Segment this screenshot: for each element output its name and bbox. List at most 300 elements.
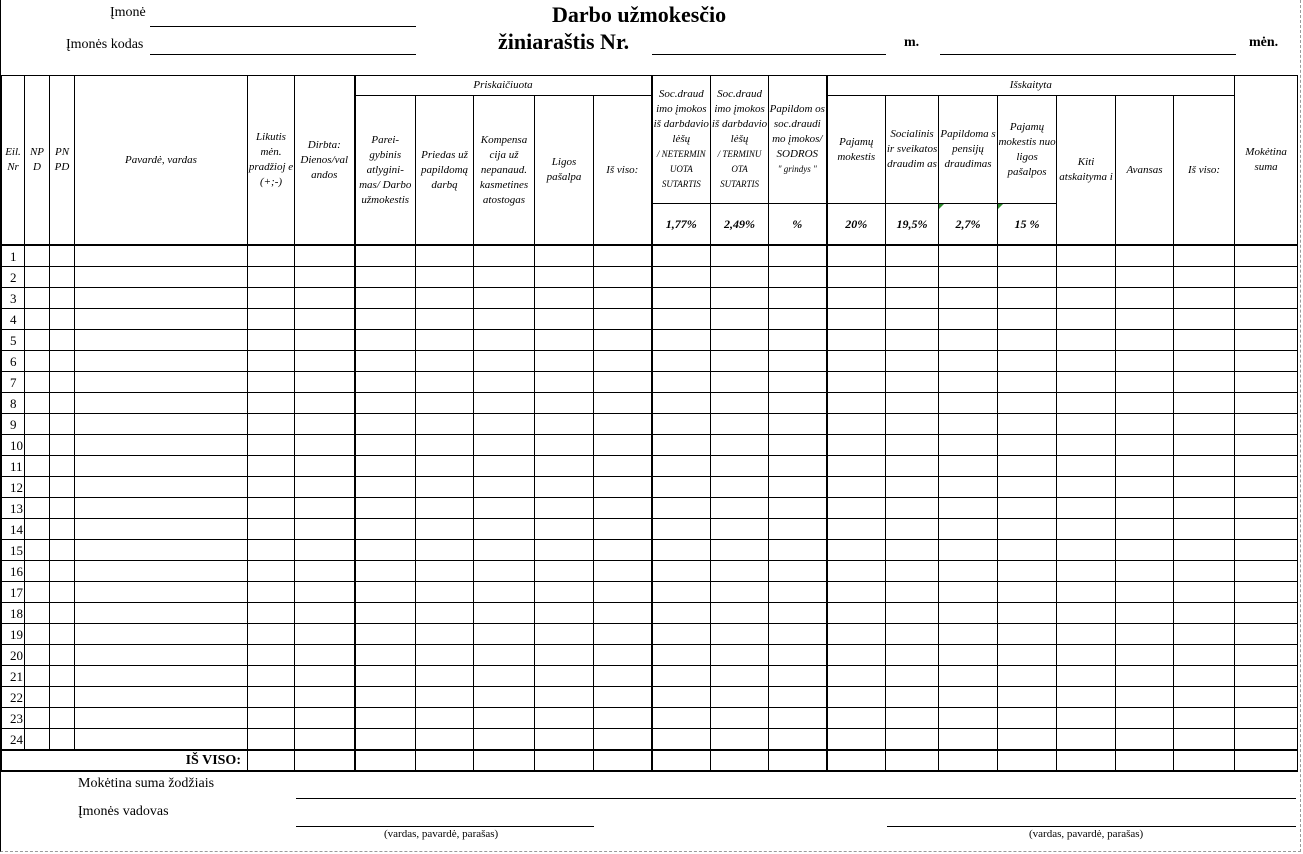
table-cell[interactable] — [1116, 561, 1174, 582]
table-cell[interactable] — [652, 582, 711, 603]
table-cell[interactable] — [248, 561, 295, 582]
table-cell[interactable] — [939, 561, 998, 582]
table-cell[interactable] — [25, 729, 50, 751]
table-cell[interactable] — [75, 624, 248, 645]
month-field[interactable] — [940, 54, 1236, 55]
table-cell[interactable] — [248, 245, 295, 267]
table-cell[interactable] — [711, 309, 769, 330]
table-cell[interactable] — [295, 351, 355, 372]
table-cell[interactable] — [652, 519, 711, 540]
table-cell[interactable] — [50, 624, 75, 645]
table-cell[interactable] — [295, 561, 355, 582]
table-cell[interactable] — [50, 687, 75, 708]
table-cell[interactable] — [711, 456, 769, 477]
table-cell[interactable] — [769, 288, 827, 309]
table-cell[interactable] — [1057, 519, 1116, 540]
table-cell[interactable] — [416, 498, 474, 519]
table-cell[interactable] — [1174, 603, 1235, 624]
table-cell[interactable] — [998, 456, 1057, 477]
table-cell[interactable] — [535, 372, 594, 393]
table-cell[interactable] — [1235, 351, 1298, 372]
table-cell[interactable] — [886, 708, 939, 729]
table-cell[interactable] — [355, 435, 416, 456]
table-cell[interactable] — [711, 330, 769, 351]
table-cell[interactable] — [998, 245, 1057, 267]
table-cell[interactable] — [1116, 267, 1174, 288]
table-cell[interactable] — [1057, 393, 1116, 414]
total-cell[interactable] — [939, 750, 998, 771]
table-cell[interactable] — [248, 624, 295, 645]
table-cell[interactable] — [594, 435, 652, 456]
manager-signature-field[interactable] — [296, 826, 594, 827]
table-cell[interactable] — [769, 729, 827, 751]
table-cell[interactable] — [474, 267, 535, 288]
table-cell[interactable] — [295, 456, 355, 477]
table-cell[interactable] — [50, 330, 75, 351]
table-cell[interactable] — [1116, 456, 1174, 477]
table-cell[interactable] — [535, 624, 594, 645]
table-cell[interactable] — [295, 477, 355, 498]
table-cell[interactable] — [1235, 245, 1298, 267]
table-cell[interactable] — [886, 645, 939, 666]
table-cell[interactable] — [1116, 582, 1174, 603]
table-cell[interactable] — [769, 245, 827, 267]
table-cell[interactable] — [1235, 666, 1298, 687]
table-cell[interactable] — [248, 498, 295, 519]
table-cell[interactable] — [711, 582, 769, 603]
total-cell[interactable] — [594, 750, 652, 771]
table-cell[interactable] — [998, 372, 1057, 393]
table-cell[interactable] — [827, 498, 886, 519]
table-cell[interactable] — [1174, 267, 1235, 288]
table-cell[interactable] — [1174, 687, 1235, 708]
table-cell[interactable] — [248, 708, 295, 729]
table-cell[interactable] — [769, 309, 827, 330]
table-cell[interactable] — [416, 603, 474, 624]
table-cell[interactable] — [50, 372, 75, 393]
table-cell[interactable] — [248, 456, 295, 477]
table-cell[interactable] — [769, 582, 827, 603]
table-cell[interactable] — [1116, 330, 1174, 351]
table-cell[interactable] — [1116, 372, 1174, 393]
table-cell[interactable] — [652, 351, 711, 372]
table-cell[interactable] — [769, 498, 827, 519]
table-cell[interactable] — [75, 456, 248, 477]
table-cell[interactable] — [769, 708, 827, 729]
table-cell[interactable] — [886, 435, 939, 456]
table-cell[interactable] — [75, 330, 248, 351]
table-cell[interactable] — [711, 372, 769, 393]
table-cell[interactable] — [1116, 687, 1174, 708]
table-cell[interactable] — [594, 414, 652, 435]
table-cell[interactable] — [827, 372, 886, 393]
table-cell[interactable] — [1057, 687, 1116, 708]
table-cell[interactable] — [769, 666, 827, 687]
table-cell[interactable] — [652, 372, 711, 393]
table-cell[interactable] — [939, 729, 998, 751]
table-cell[interactable] — [1116, 393, 1174, 414]
table-cell[interactable] — [75, 519, 248, 540]
table-cell[interactable] — [25, 624, 50, 645]
table-cell[interactable] — [594, 330, 652, 351]
table-cell[interactable] — [355, 267, 416, 288]
table-cell[interactable] — [1057, 288, 1116, 309]
table-cell[interactable] — [248, 540, 295, 561]
table-cell[interactable] — [711, 645, 769, 666]
table-cell[interactable] — [535, 561, 594, 582]
table-cell[interactable] — [769, 687, 827, 708]
table-cell[interactable] — [295, 309, 355, 330]
table-cell[interactable] — [535, 393, 594, 414]
table-cell[interactable] — [1116, 435, 1174, 456]
table-cell[interactable] — [886, 519, 939, 540]
table-cell[interactable] — [939, 414, 998, 435]
table-cell[interactable] — [827, 519, 886, 540]
table-cell[interactable] — [827, 267, 886, 288]
table-cell[interactable] — [1174, 414, 1235, 435]
table-cell[interactable] — [25, 330, 50, 351]
table-cell[interactable] — [1057, 309, 1116, 330]
table-cell[interactable] — [998, 393, 1057, 414]
table-cell[interactable] — [474, 456, 535, 477]
table-cell[interactable] — [1116, 624, 1174, 645]
table-cell[interactable] — [474, 624, 535, 645]
table-cell[interactable] — [939, 624, 998, 645]
table-cell[interactable] — [998, 351, 1057, 372]
table-cell[interactable] — [1116, 309, 1174, 330]
table-cell[interactable] — [295, 582, 355, 603]
table-cell[interactable] — [50, 414, 75, 435]
table-cell[interactable] — [355, 603, 416, 624]
table-cell[interactable] — [594, 288, 652, 309]
table-cell[interactable] — [886, 456, 939, 477]
table-cell[interactable] — [1235, 288, 1298, 309]
table-cell[interactable] — [652, 645, 711, 666]
table-cell[interactable] — [474, 498, 535, 519]
table-cell[interactable] — [1235, 561, 1298, 582]
table-cell[interactable] — [416, 393, 474, 414]
table-cell[interactable] — [50, 288, 75, 309]
table-cell[interactable] — [1057, 435, 1116, 456]
table-cell[interactable] — [75, 309, 248, 330]
table-cell[interactable] — [75, 372, 248, 393]
table-cell[interactable] — [652, 245, 711, 267]
table-cell[interactable] — [295, 435, 355, 456]
table-cell[interactable] — [1174, 330, 1235, 351]
table-cell[interactable] — [25, 435, 50, 456]
table-cell[interactable] — [474, 729, 535, 751]
table-cell[interactable] — [886, 414, 939, 435]
table-cell[interactable] — [474, 708, 535, 729]
table-cell[interactable] — [25, 582, 50, 603]
table-cell[interactable] — [711, 393, 769, 414]
table-cell[interactable] — [25, 519, 50, 540]
table-cell[interactable] — [416, 666, 474, 687]
table-cell[interactable] — [939, 309, 998, 330]
table-cell[interactable] — [50, 519, 75, 540]
table-cell[interactable] — [474, 330, 535, 351]
table-cell[interactable] — [355, 393, 416, 414]
table-cell[interactable] — [1174, 288, 1235, 309]
table-cell[interactable] — [295, 330, 355, 351]
table-cell[interactable] — [1174, 498, 1235, 519]
table-cell[interactable] — [1174, 477, 1235, 498]
table-cell[interactable] — [535, 519, 594, 540]
table-cell[interactable] — [652, 624, 711, 645]
table-cell[interactable] — [827, 245, 886, 267]
table-cell[interactable] — [535, 309, 594, 330]
table-cell[interactable] — [769, 603, 827, 624]
table-cell[interactable] — [827, 435, 886, 456]
table-cell[interactable] — [1235, 708, 1298, 729]
total-cell[interactable] — [535, 750, 594, 771]
table-cell[interactable] — [594, 561, 652, 582]
table-cell[interactable] — [295, 645, 355, 666]
table-cell[interactable] — [355, 687, 416, 708]
total-cell[interactable] — [769, 750, 827, 771]
table-cell[interactable] — [594, 603, 652, 624]
table-cell[interactable] — [535, 414, 594, 435]
table-cell[interactable] — [50, 393, 75, 414]
table-cell[interactable] — [886, 309, 939, 330]
table-cell[interactable] — [1057, 372, 1116, 393]
table-cell[interactable] — [998, 498, 1057, 519]
table-cell[interactable] — [248, 519, 295, 540]
table-cell[interactable] — [416, 245, 474, 267]
table-cell[interactable] — [535, 645, 594, 666]
table-cell[interactable] — [594, 645, 652, 666]
table-cell[interactable] — [416, 624, 474, 645]
table-cell[interactable] — [1116, 666, 1174, 687]
table-cell[interactable] — [939, 519, 998, 540]
table-cell[interactable] — [535, 288, 594, 309]
table-cell[interactable] — [1057, 245, 1116, 267]
table-cell[interactable] — [50, 729, 75, 751]
table-cell[interactable] — [355, 414, 416, 435]
table-cell[interactable] — [248, 687, 295, 708]
table-cell[interactable] — [25, 498, 50, 519]
table-cell[interactable] — [295, 372, 355, 393]
table-cell[interactable] — [416, 708, 474, 729]
table-cell[interactable] — [594, 267, 652, 288]
table-cell[interactable] — [416, 267, 474, 288]
table-cell[interactable] — [827, 603, 886, 624]
table-cell[interactable] — [886, 687, 939, 708]
table-cell[interactable] — [769, 456, 827, 477]
table-cell[interactable] — [1235, 372, 1298, 393]
table-cell[interactable] — [594, 519, 652, 540]
table-cell[interactable] — [248, 414, 295, 435]
table-cell[interactable] — [25, 708, 50, 729]
table-cell[interactable] — [594, 708, 652, 729]
total-cell[interactable] — [886, 750, 939, 771]
table-cell[interactable] — [827, 645, 886, 666]
table-cell[interactable] — [711, 477, 769, 498]
table-cell[interactable] — [1235, 393, 1298, 414]
table-cell[interactable] — [75, 477, 248, 498]
table-cell[interactable] — [652, 309, 711, 330]
table-cell[interactable] — [355, 582, 416, 603]
table-cell[interactable] — [886, 561, 939, 582]
table-cell[interactable] — [594, 309, 652, 330]
table-cell[interactable] — [1235, 414, 1298, 435]
table-cell[interactable] — [594, 245, 652, 267]
table-cell[interactable] — [769, 435, 827, 456]
table-cell[interactable] — [295, 393, 355, 414]
table-cell[interactable] — [1174, 582, 1235, 603]
table-cell[interactable] — [769, 330, 827, 351]
table-cell[interactable] — [416, 519, 474, 540]
table-cell[interactable] — [1174, 645, 1235, 666]
table-cell[interactable] — [416, 309, 474, 330]
total-cell[interactable] — [827, 750, 886, 771]
table-cell[interactable] — [535, 666, 594, 687]
table-cell[interactable] — [248, 393, 295, 414]
table-cell[interactable] — [827, 582, 886, 603]
table-cell[interactable] — [25, 288, 50, 309]
table-cell[interactable] — [535, 351, 594, 372]
table-cell[interactable] — [711, 519, 769, 540]
table-cell[interactable] — [355, 372, 416, 393]
table-cell[interactable] — [711, 540, 769, 561]
table-cell[interactable] — [248, 582, 295, 603]
table-cell[interactable] — [827, 477, 886, 498]
total-cell[interactable] — [355, 750, 416, 771]
total-cell[interactable] — [416, 750, 474, 771]
table-cell[interactable] — [711, 561, 769, 582]
amount-words-field[interactable] — [296, 798, 1296, 799]
table-cell[interactable] — [416, 477, 474, 498]
table-cell[interactable] — [75, 351, 248, 372]
table-cell[interactable] — [886, 540, 939, 561]
table-cell[interactable] — [998, 729, 1057, 751]
table-cell[interactable] — [25, 351, 50, 372]
table-cell[interactable] — [1174, 666, 1235, 687]
table-cell[interactable] — [474, 645, 535, 666]
table-cell[interactable] — [50, 456, 75, 477]
total-cell[interactable] — [295, 750, 355, 771]
table-cell[interactable] — [25, 477, 50, 498]
table-cell[interactable] — [355, 666, 416, 687]
table-cell[interactable] — [248, 351, 295, 372]
table-cell[interactable] — [1116, 414, 1174, 435]
table-cell[interactable] — [416, 330, 474, 351]
table-cell[interactable] — [827, 456, 886, 477]
table-cell[interactable] — [75, 645, 248, 666]
total-cell[interactable] — [998, 750, 1057, 771]
table-cell[interactable] — [886, 729, 939, 751]
table-cell[interactable] — [474, 561, 535, 582]
table-cell[interactable] — [248, 267, 295, 288]
table-cell[interactable] — [535, 245, 594, 267]
table-cell[interactable] — [1057, 624, 1116, 645]
table-cell[interactable] — [594, 498, 652, 519]
table-cell[interactable] — [355, 519, 416, 540]
table-cell[interactable] — [652, 288, 711, 309]
table-cell[interactable] — [711, 435, 769, 456]
table-cell[interactable] — [998, 603, 1057, 624]
table-cell[interactable] — [652, 498, 711, 519]
table-cell[interactable] — [1235, 267, 1298, 288]
table-cell[interactable] — [25, 267, 50, 288]
table-cell[interactable] — [295, 414, 355, 435]
table-cell[interactable] — [474, 519, 535, 540]
table-cell[interactable] — [769, 561, 827, 582]
table-cell[interactable] — [1057, 666, 1116, 687]
table-cell[interactable] — [939, 477, 998, 498]
table-cell[interactable] — [886, 477, 939, 498]
table-cell[interactable] — [939, 372, 998, 393]
table-cell[interactable] — [827, 729, 886, 751]
table-cell[interactable] — [1057, 351, 1116, 372]
table-cell[interactable] — [248, 477, 295, 498]
table-cell[interactable] — [355, 309, 416, 330]
table-cell[interactable] — [75, 561, 248, 582]
table-cell[interactable] — [711, 687, 769, 708]
table-cell[interactable] — [998, 477, 1057, 498]
table-cell[interactable] — [769, 351, 827, 372]
table-cell[interactable] — [295, 666, 355, 687]
table-cell[interactable] — [50, 645, 75, 666]
table-cell[interactable] — [50, 498, 75, 519]
table-cell[interactable] — [474, 666, 535, 687]
table-cell[interactable] — [886, 288, 939, 309]
table-cell[interactable] — [594, 351, 652, 372]
table-cell[interactable] — [827, 561, 886, 582]
table-cell[interactable] — [416, 729, 474, 751]
table-cell[interactable] — [998, 309, 1057, 330]
table-cell[interactable] — [1057, 498, 1116, 519]
table-cell[interactable] — [25, 645, 50, 666]
table-cell[interactable] — [1057, 477, 1116, 498]
table-cell[interactable] — [474, 351, 535, 372]
table-cell[interactable] — [998, 414, 1057, 435]
table-cell[interactable] — [295, 245, 355, 267]
table-cell[interactable] — [295, 288, 355, 309]
table-cell[interactable] — [939, 267, 998, 288]
total-cell[interactable] — [248, 750, 295, 771]
table-cell[interactable] — [25, 456, 50, 477]
total-cell[interactable] — [1057, 750, 1116, 771]
table-cell[interactable] — [474, 540, 535, 561]
table-cell[interactable] — [474, 477, 535, 498]
table-cell[interactable] — [711, 351, 769, 372]
table-cell[interactable] — [769, 519, 827, 540]
table-cell[interactable] — [75, 288, 248, 309]
table-cell[interactable] — [535, 540, 594, 561]
table-cell[interactable] — [535, 687, 594, 708]
table-cell[interactable] — [886, 603, 939, 624]
table-cell[interactable] — [711, 288, 769, 309]
table-cell[interactable] — [939, 498, 998, 519]
table-cell[interactable] — [998, 540, 1057, 561]
table-cell[interactable] — [50, 561, 75, 582]
table-cell[interactable] — [827, 624, 886, 645]
table-cell[interactable] — [295, 603, 355, 624]
table-cell[interactable] — [711, 414, 769, 435]
table-cell[interactable] — [652, 477, 711, 498]
table-cell[interactable] — [416, 372, 474, 393]
table-cell[interactable] — [1116, 645, 1174, 666]
table-cell[interactable] — [1116, 519, 1174, 540]
table-cell[interactable] — [827, 330, 886, 351]
table-cell[interactable] — [1116, 245, 1174, 267]
table-cell[interactable] — [1116, 729, 1174, 751]
table-cell[interactable] — [355, 477, 416, 498]
table-cell[interactable] — [1235, 687, 1298, 708]
table-cell[interactable] — [998, 645, 1057, 666]
company-code-field[interactable] — [150, 54, 416, 55]
